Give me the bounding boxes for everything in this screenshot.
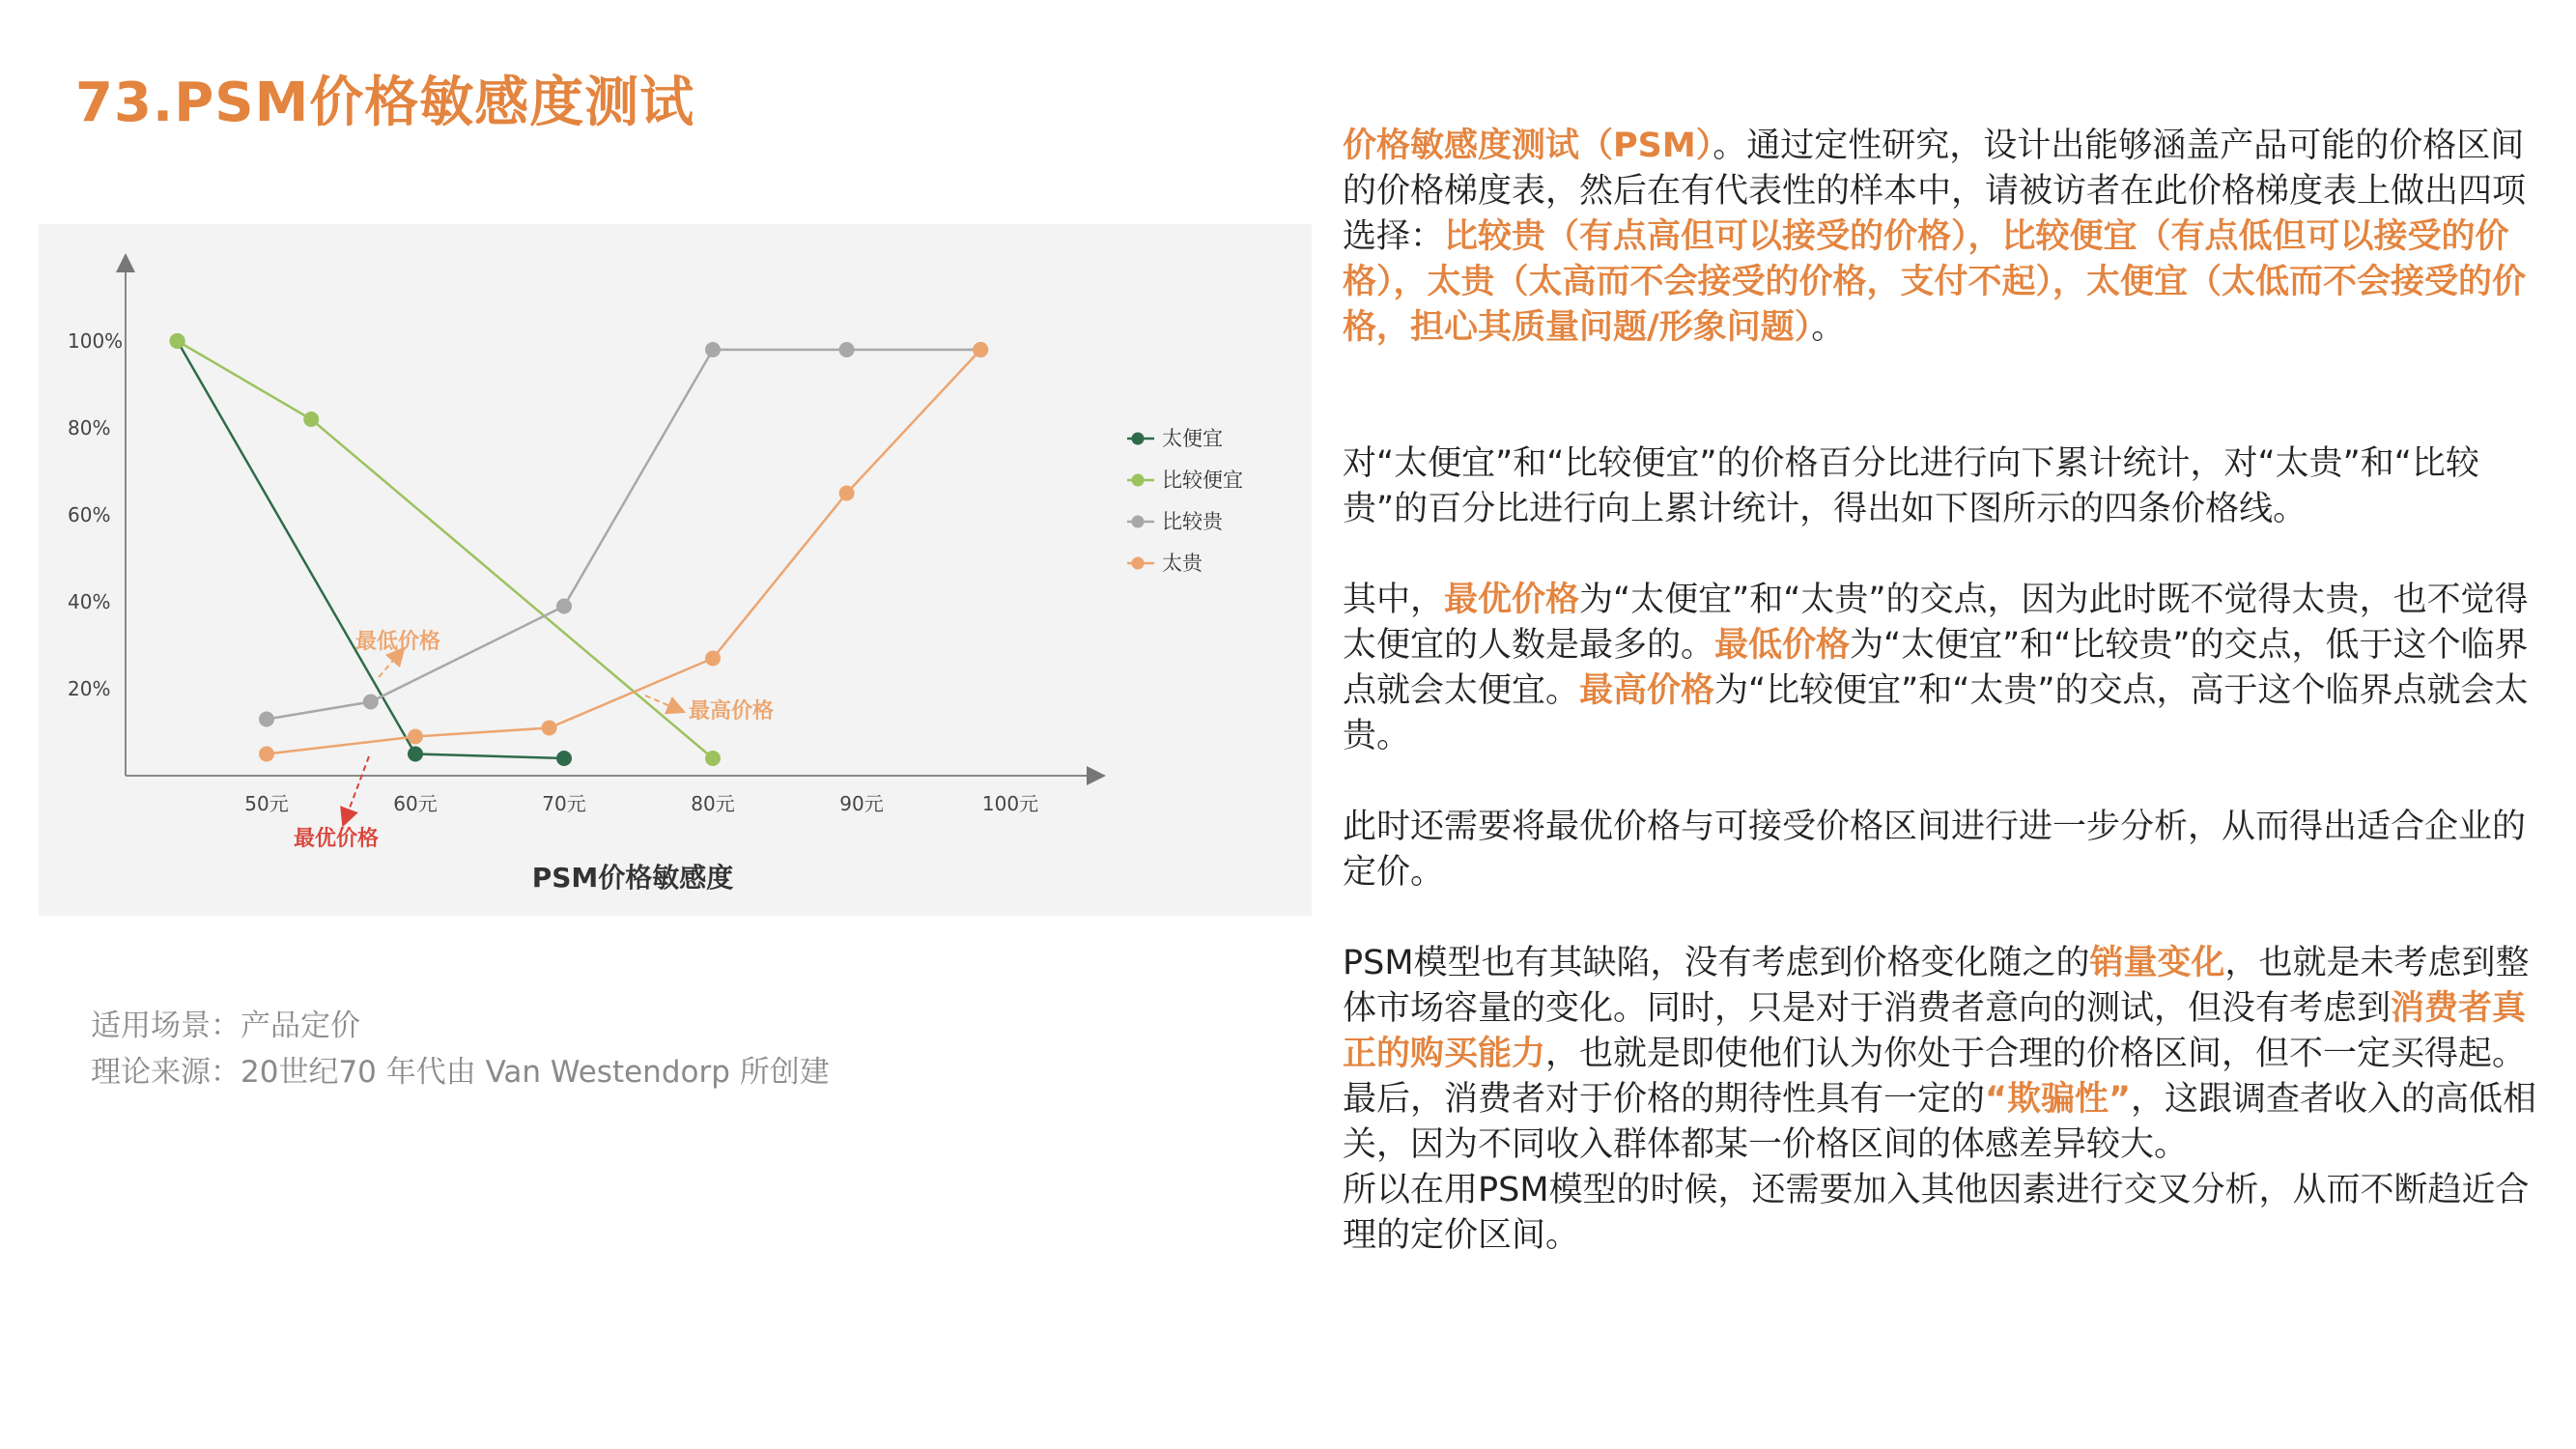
legend-swatch-dot (1132, 474, 1145, 487)
legend-swatch-dot (1132, 433, 1145, 445)
psm-chart-svg (39, 224, 1312, 916)
data-point (542, 721, 557, 736)
meta-scenario: 适用场景：产品定价 (91, 1009, 360, 1043)
highlight-text: 销量变化 (2089, 944, 2225, 982)
paragraph-limitations (1343, 941, 2540, 1168)
data-point (408, 747, 423, 762)
data-point (170, 333, 185, 349)
body-text: 为“比较便宜”和“太贵”的交点，高于这个临界点就会太贵。 (1343, 671, 2529, 755)
data-point (705, 651, 721, 667)
y-tick-label: 40% (68, 590, 111, 613)
legend-label: 太便宜 (1162, 427, 1223, 450)
data-point (556, 751, 572, 766)
body-text: 所以在用PSM模型的时候，还需要加入其他因素进行交叉分析，从而不断趋近合理的定价区间。 (1343, 1171, 2530, 1255)
body-text: PSM模型也有其缺陷，没有考虑到价格变化随之的 (1343, 944, 2090, 982)
paragraph-analysis (1343, 805, 2540, 895)
y-tick-label: 100% (68, 329, 124, 353)
paragraph-definition (1343, 124, 2540, 351)
body-text: 为“太便宜”和“比较贵”的交点，低于这个临界点就会太便宜。 (1343, 626, 2529, 710)
series-line-2 (267, 350, 980, 720)
x-tick-label: 70元 (542, 792, 586, 815)
x-tick-label: 50元 (244, 792, 289, 815)
body-text: ，也就是即使他们认为你处于合理的价格区间，但不一定买得起。最后，消费者对于价格的期待性具有一定的 (1343, 1035, 2527, 1119)
paragraph-statistics (1343, 441, 2540, 532)
y-tick-label: 20% (68, 677, 111, 700)
series-line-1 (178, 341, 713, 758)
legend-swatch-dot (1132, 557, 1145, 570)
body-text: 。通过定性研究，设计出能够涵盖产品可能的价格区间的价格梯度表，然后在有代表性的样本中，请被访者在此价格梯度表上做出四项选择： (1343, 127, 2527, 256)
x-tick-label: 60元 (393, 792, 438, 815)
highlight-text: 最低价格 (1714, 626, 1851, 665)
article-body (1343, 124, 2540, 1259)
highlight-text: 最高价格 (1579, 671, 1715, 710)
annotation-arrow-optimal (346, 756, 369, 818)
data-point (705, 751, 721, 766)
body-text: 此时还需要将最优价格与可接受价格区间进行进一步分析，从而得出适合企业的定价。 (1343, 808, 2527, 892)
annotation-highest-price: 最高价格 (689, 699, 775, 724)
data-point (556, 599, 572, 614)
legend-label: 太贵 (1162, 552, 1203, 575)
annotation-arrow-lowest (379, 654, 399, 677)
highlight-text: 最优价格 (1444, 581, 1580, 619)
meta-info (91, 1003, 830, 1095)
y-tick-label: 80% (68, 416, 111, 440)
annotation-optimal-price: 最优价格 (294, 827, 380, 851)
data-point (408, 729, 423, 745)
psm-chart (39, 224, 1312, 916)
highlight-text: 消费者真正的购买能力 (1343, 989, 2527, 1073)
chart-title: PSM价格敏感度 (531, 862, 734, 894)
body-text: 其中， (1343, 581, 1445, 619)
body-text: ，这跟调查者收入的高低相关，因为不同收入群体都某一价格区间的体感差异较大。 (1343, 1080, 2537, 1164)
paragraph-conclusion (1343, 1168, 2540, 1259)
highlight-text: 价格敏感度测试（PSM） (1343, 127, 1713, 165)
body-text: 对“太便宜”和“比较便宜”的价格百分比进行向下累计统计，对“太贵”和“比较贵”的百分比进行向上累计统计，得出如下图所示的四条价格线。 (1343, 444, 2479, 528)
x-tick-label: 100元 (981, 792, 1039, 815)
highlight-text: “欺骗性” (1985, 1080, 2132, 1119)
y-tick-label: 60% (68, 503, 111, 526)
series-line-3 (267, 350, 980, 754)
data-point (839, 342, 855, 357)
paragraph-intersections (1343, 578, 2540, 759)
data-point (363, 695, 379, 710)
data-point (259, 747, 274, 762)
meta-source: 理论来源：20世纪70 年代由 Van Westendorp 所创建 (91, 1055, 830, 1090)
legend-label: 比较贵 (1162, 510, 1223, 533)
legend-swatch-dot (1132, 516, 1145, 528)
data-point (303, 412, 319, 427)
data-point (839, 486, 855, 501)
legend-label: 比较便宜 (1162, 469, 1243, 492)
body-text: 为“太便宜”和“太贵”的交点，因为此时既不觉得太贵，也不觉得太便宜的人数是最多的。 (1343, 581, 2529, 665)
data-point (259, 712, 274, 727)
highlight-text: 比较贵（有点高但可以接受的价格），比较便宜（有点低但可以接受的价格），太贵（太高而不会接受的价格，支付不起），太便宜（太低而不会接受的价格，担心其质量问题/形象问题） (1343, 217, 2527, 347)
x-tick-label: 80元 (691, 792, 735, 815)
page-title: 73.PSM价格敏感度测试 (75, 71, 695, 134)
body-text: ，也就是未考虑到整体市场容量的变化。同时，只是对于消费者意向的测试，但没有考虑到 (1343, 944, 2530, 1028)
annotation-lowest-price: 最低价格 (355, 630, 441, 654)
body-text: 。 (1811, 308, 1846, 347)
annotation-arrow-highest (645, 696, 677, 709)
x-tick-label: 90元 (839, 792, 884, 815)
data-point (973, 342, 988, 357)
data-point (705, 342, 721, 357)
